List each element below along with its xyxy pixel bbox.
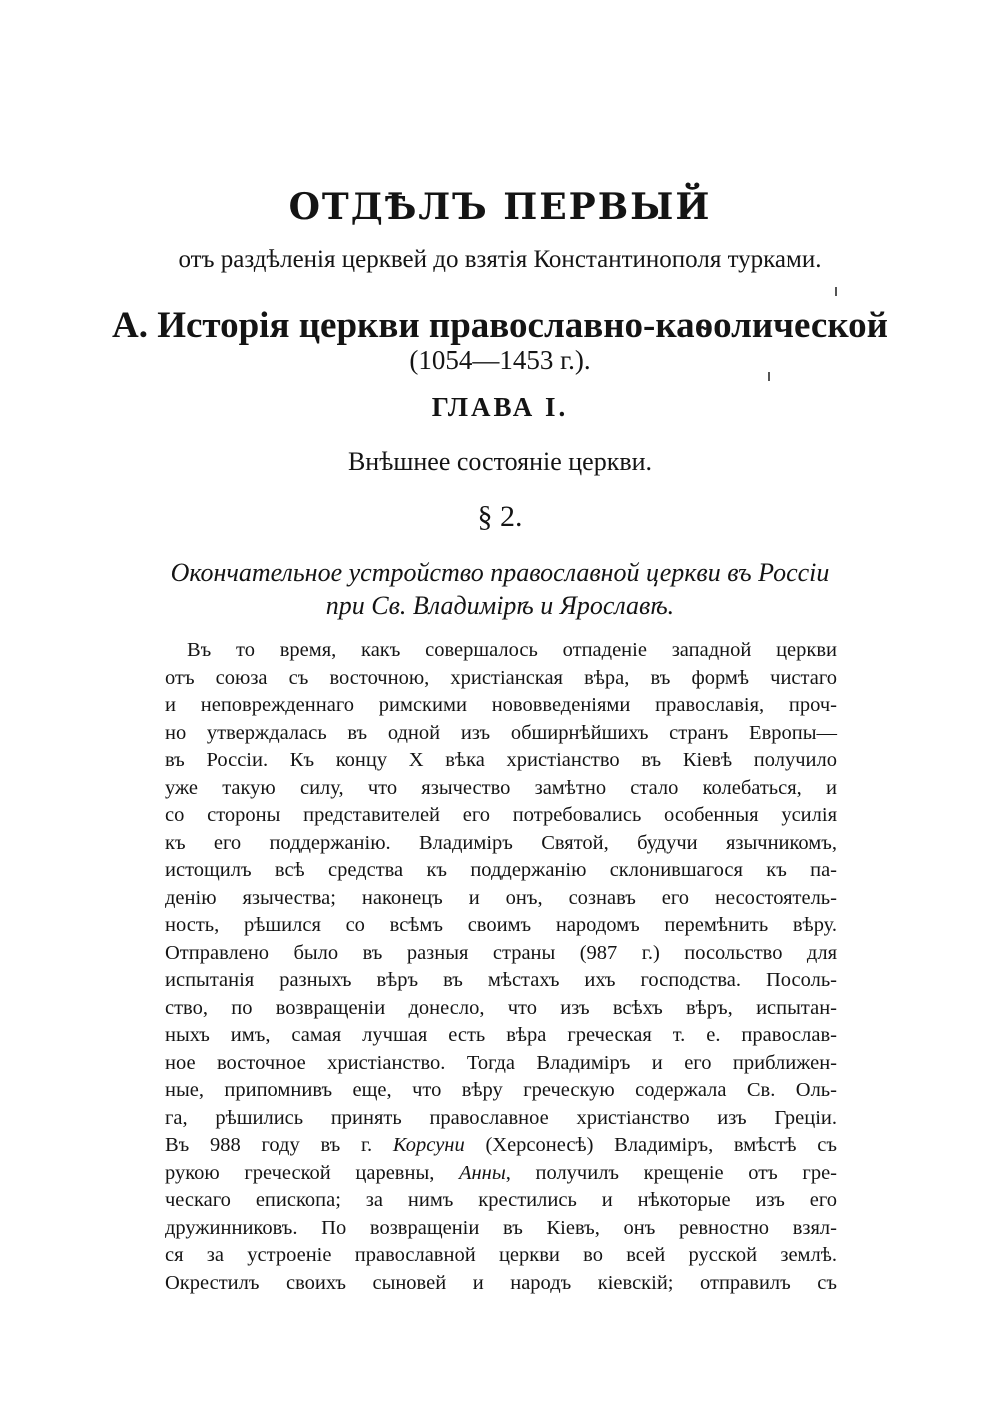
part-title: ОТДѢЛЪ ПЕРВЫЙ: [288, 186, 712, 228]
paragraph-number: § 2.: [477, 500, 523, 533]
body-line: въ Россіи. Къ концу X вѣка христіанство въ Кіевѣ получило: [165, 749, 837, 771]
body-line: ся за устроеніе православной церкви во всей русской землѣ.: [165, 1244, 837, 1266]
body-line: денію язычества; наконецъ и онъ, сознавъ его несостоятель-: [165, 886, 837, 909]
body-line: и неповрежденнаго римскими нововведеніями православія, проч-: [165, 694, 837, 716]
body-line: ческаго епископа; за нимъ крестились и нѣкоторые изъ его: [165, 1189, 837, 1211]
paragraph-title: [0, 556, 1000, 622]
body-line: Отправлено было въ разныя страны (987 г.) посольство для: [165, 941, 837, 964]
body-line: со стороны представителей его потребовались особенныя усилія: [165, 804, 837, 826]
body-line: ное восточное христіанство. Тогда Владиміръ и его приближен-: [165, 1051, 837, 1074]
part-subtitle: отъ раздѣленія церквей до взятія Константинополя турками.: [178, 246, 822, 273]
body-text-span: рукою греческой царевны,: [165, 1161, 459, 1184]
body-line: дружинниковъ. По возвращеніи въ Кіевъ, онъ ревностно взял-: [165, 1216, 837, 1239]
body-line: Окрестилъ своихъ сыновей и народъ кіевскій; отправилъ съ: [165, 1271, 837, 1294]
body-line: ность, рѣшился со всѣмъ своимъ народомъ перемѣнить вѣру.: [165, 914, 837, 936]
body-line: ство, по возвращеніи донесло, что изъ всѣхъ вѣръ, испытан-: [165, 996, 837, 1019]
body-line: га, рѣшились принять православное христіанство изъ Греціи.: [165, 1106, 837, 1129]
body-text: [165, 637, 837, 1297]
body-line: [165, 1160, 837, 1188]
body-text-span: , получилъ крещеніе отъ гре-: [505, 1161, 837, 1184]
body-line: уже такую силу, что язычество замѣтно стало колебаться, и: [165, 776, 837, 799]
body-line: къ его поддержанію. Владиміръ Святой, будучи язычникомъ,: [165, 831, 837, 854]
body-line: но утверждалась въ одной изъ обширнѣйшихъ странъ Европы—: [165, 721, 837, 744]
paragraph-title-line: Окончательное устройство православной церкви въ Россіи: [170, 558, 830, 587]
section-dates: (1054—1453 г.).: [409, 345, 591, 375]
body-text-span: (Херсонесѣ) Владиміръ, вмѣстѣ съ: [464, 1134, 837, 1156]
chapter-subtitle: Внѣшнее состояніе церкви.: [347, 447, 653, 476]
body-text-span: Въ 988 году въ г.: [165, 1134, 393, 1156]
scan-speck: [835, 287, 837, 296]
body-line: ные, припомнивъ еще, что вѣру греческую содержала Св. Оль-: [165, 1079, 837, 1101]
body-line: испытанія разныхъ вѣръ въ мѣстахъ ихъ господства. Посоль-: [165, 969, 837, 991]
chapter-heading: ГЛАВА I.: [431, 392, 569, 422]
paragraph-title-line: при Св. Владимірѣ и Ярославѣ.: [325, 591, 675, 620]
person-name-anna: Анны: [458, 1161, 506, 1184]
body-line: истощилъ всѣ средства къ поддержанію склонившагося къ па-: [165, 859, 837, 881]
body-line: Въ то время, какъ совершалось отпаденіе западной церкви: [187, 639, 837, 661]
body-line: [165, 1132, 837, 1160]
scan-speck: [768, 372, 770, 381]
body-line: отъ союза съ восточною, христіанская вѣра, въ формѣ чистаго: [165, 666, 837, 689]
place-name-korsun: Корсуни: [392, 1134, 465, 1156]
section-title: А. Исторія церкви православно-каѳолической: [111, 305, 888, 346]
body-line: ныхъ имъ, самая лучшая есть вѣра греческая т. е. православ-: [165, 1024, 837, 1046]
